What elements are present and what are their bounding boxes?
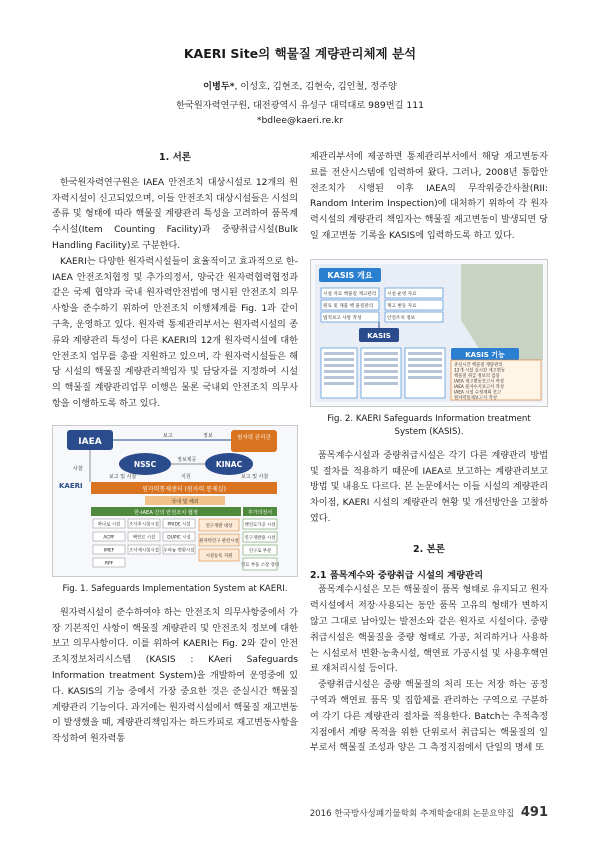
fig1-mid-label-0: 사찰 (73, 465, 83, 472)
fig2-left-box-0: 시설 자료 핵물질 재고관리 (323, 291, 377, 297)
right-paragraph-4: 중량취급시설은 중량 핵물질의 처리 또는 저장 하는 공정구역과 핵연료 품목 및 집합체를 관리하는 구역으로 구분하여 각기 다른 계량관리 절차를 적용한다. Batch는 추적측정지점에서 계량 목적을 위한 단위로서 취급되는 핵물질의 일부로서 핵물질 조성과 양은 그 측정지점에서 단일의 명세 또 (310, 680, 548, 754)
fig2-mid-box-1: 재고 변동 자료 (387, 303, 417, 309)
fig1-facility-7: 조사재시험시설 (129, 548, 159, 554)
fig2-left-box-2: 법적보고 사항 작성 (323, 315, 362, 321)
fig1-side-box-1: 원자력연구 관련시설 (199, 538, 239, 544)
affiliation: 한국원자력연구원, 대전광역시 유성구 대덕대로 989번길 111 (176, 100, 424, 111)
right-column (310, 150, 548, 757)
fig1-mid-label-4: 지원 (181, 473, 191, 480)
figure-2-caption: Fig. 2. KAERI Safeguards Information treatment System (KASIS). (327, 413, 531, 437)
coauthors: , 이성호, 김현조, 김현숙, 김인철, 정주양 (234, 81, 397, 92)
fig1-kinac: KINAC (215, 459, 243, 469)
fig1-facility-3: ACPF (103, 535, 115, 541)
fig1-nssc: NSSC (133, 459, 157, 469)
fig1-top-label2: 정보 (203, 432, 213, 439)
fig1-right-band: 추가의정서 (247, 509, 273, 516)
fig1-mid-label-2: 정보제공 (177, 456, 197, 463)
fig2-list-0: 준실시간 핵물질 계량관리 (454, 362, 503, 368)
fig1-facility-1: 조사후시험시설 (129, 522, 159, 528)
fig1-facility-4: 핵연료 시설 (132, 535, 156, 541)
fig1-right-box-3: 연료 부품 소장 장비 (240, 562, 280, 568)
fig2-kasis: KASIS (367, 331, 391, 340)
lead-author: 이병두* (203, 81, 235, 92)
fig1-side-box-0: 연구개발 대상 (205, 523, 233, 529)
subsection-heading: 2.1 품목계수와 중량취급 시설의 계량관리 (310, 569, 484, 581)
fig2-banner: KASIS 개요 (327, 270, 373, 280)
right-paragraph-1: 제관리부서에 제공하면 통제관리부서에서 해당 재고변동자료를 전산시스템에 입력하여 왔다. 그러나, 2008년 통합안전조치가 시행된 이후 IAEA의 무작위중간사찰(RII: Random Interim Inspection)에 대처하기 위하여 각 원자력시설의 계량관리 책임자는 핵물질 재고변동이 발생되면 당일 재고변동 기록을 KASIS에 입력하도록 하고 있다. (310, 152, 548, 241)
fig2-mid-box-2: 안전조치 정보 (387, 315, 416, 321)
left-paragraph-2: KAERI는 다양한 원자력시설들이 효율적이고 효과적으로 한-IAEA 안전조치협정 및 추가의정서, 양국간 원자력협력협정과 같은 국제 협약과 국내 원자력안전법에 명시된 안전조치 의무사항을 준수하기 위하여 안전조치 이행체계를 Fig. 1과 같이 구축, 운영하고 있다. 원자력 통제관리부서는 원자력시설의 종류와 계량관리 특성이 다른 KAERI의 12개 원자력시설에 대한 안전조치 업무를 총괄 지원하고 있으며, 각 원자력시설들은 해당 시설의 핵물질 계량관리책임자 및 담당자를 지정하여 시설의 핵물질 계량관리업무 이행은 물론 국내외 안전조치 의무사항을 이행하도록 하고 있다. (52, 256, 298, 409)
paper-title: KAERI Site의 핵물질 계량관리체제 분석 (183, 46, 417, 61)
left-paragraph-3: 원자력시설이 준수하여야 하는 안전조치 의무사항중에서 가장 기본적인 사항이 핵물질 계량관리 및 안전조치 정보에 대한 보고 의무사항이다. 이를 위하여 KAERI는 Fig. 2와 같이 안전조치정보처리시스템 (KASIS : KAeri Safeguards Information treatment System)을 개발하여 운영중에 있다. KASIS의 기능 중에서 가장 중요한 것은 준실시간 핵물질 계량관리 기능이다. 과거에는 원자력시설에서 핵물질 재고변동이 발생했을 때, 계량관리책임자는 하드카피로 재고변동사항을 작성하여 원자력통 (52, 607, 298, 745)
right-paragraph-2: 품목계수시설과 중량취급시설은 각기 다른 계량관리 방법 및 절차를 적용하기 때문에 IAEA로 보고하는 계량관리보고 방법 및 내용도 다르다. 본 논문에서는 이들 시설의 계량관리 차이점, KAERI 시설의 계량관리 현황 및 개선방안을 고찰하였다. (310, 450, 548, 524)
fig1-facility-8: 우라늄 변환시설 (163, 548, 195, 554)
body-heading: 2. 본론 (413, 543, 445, 555)
figure-2-diagram (311, 260, 547, 406)
fig1-mid-label-1: 보고 및 사찰 (109, 473, 137, 480)
fig1-facility-6: IMEF (103, 548, 115, 554)
fig1-band: 한-IAEA 간의 안전조치 협정 (134, 509, 198, 516)
journal-name: 2016 한국방사성폐기물학회 추계학술대회 논문요약집 (309, 809, 515, 819)
left-paragraph-1: 한국원자력연구원은 IAEA 안전조치 대상시설로 12개의 원자력시설이 신고되었으며, 이들 안전조치 대상시설들은 시설의 종류 및 형태에 따라 핵물질 계량관리 특성을 고려하여 품목계수시설(Item Counting Facility)과 중량취급시설(Bulk Handling Facility)로 구분한다. (52, 177, 298, 251)
fig2-list-4: IAEA 물자수지보고서 작성 (454, 384, 504, 390)
fig2-list-3: IAEA 재고변동보고서 작성 (454, 379, 504, 385)
fig1-facility-9: RPF (104, 561, 114, 567)
email: *bdlee@kaeri.re.kr (256, 115, 344, 126)
fig1-right-box-0: 핵연료가공 시설 (244, 522, 276, 528)
fig2-left-box-1: 원료 및 제품 핵 물질관리 (323, 303, 374, 309)
fig1-right-box-2: 연구로 부분 (248, 548, 272, 554)
page-number: 491 (520, 805, 548, 820)
fig1-top-label: 보고 (163, 432, 173, 439)
right-paragraph-3: 품목계수시설은 모든 핵물질이 품목 형태로 유지되고 원자력시설에서 저장·사용되는 동안 품목 고유의 형태가 변하지 않고 그대로 남아있는 발전소와 같은 원자로 시설이다. 중량취급시설은 핵물질을 중량 형태로 가공, 처리하거나 사용하는 시설로서 변환·농축시설, 핵연료 가공시설 및 사용후핵연료 재처리시설 등이다. (310, 585, 548, 675)
figure-1-diagram (53, 426, 297, 576)
figure-1-caption: Fig. 1. Safeguards Implementation System at KAERI. (62, 583, 288, 594)
fig2-list-6: 원자력통제보고서 작성 (454, 395, 497, 401)
fig1-facility-0: 하나로 시설 (97, 522, 121, 528)
intro-heading: 1. 서론 (159, 152, 191, 163)
fig1-minister: 원자력 관리관 (237, 434, 271, 441)
figure-1 (52, 425, 298, 577)
fig1-facility-5: DUPIC 시설 (167, 535, 191, 541)
fig2-list-1: 12개 시설 실시간 재고변동 (454, 368, 506, 374)
fig1-kaeri: KAERI (59, 481, 83, 490)
fig2-list-5: IAEA 시설 수정계획 보고 (454, 390, 502, 396)
figure-2 (310, 259, 548, 407)
fig1-mid-label-5: 보고 및 사찰 (241, 473, 269, 480)
left-column (52, 150, 298, 748)
authors (0, 78, 600, 92)
fig1-side-box-3: 시설등록 지원 (205, 553, 233, 559)
fig2-list-2: 핵물질 취급 정보의 검증 (454, 373, 500, 379)
fig2-mid-box-0: 시설 운영 자료 (387, 291, 417, 297)
fig1-iaea: IAEA (78, 436, 102, 447)
page-footer (310, 805, 548, 820)
fig1-facility-2: PRIDE 시설 (167, 522, 191, 528)
fig1-center-box: 원자력통제센터 (원자력 통제실) (142, 485, 226, 493)
fig1-sub-box: 국내 및 해외 (171, 498, 199, 505)
fig2-func: KASIS 기능 (465, 350, 505, 359)
fig1-right-box-1: 연구개발용 시설 (244, 535, 276, 541)
